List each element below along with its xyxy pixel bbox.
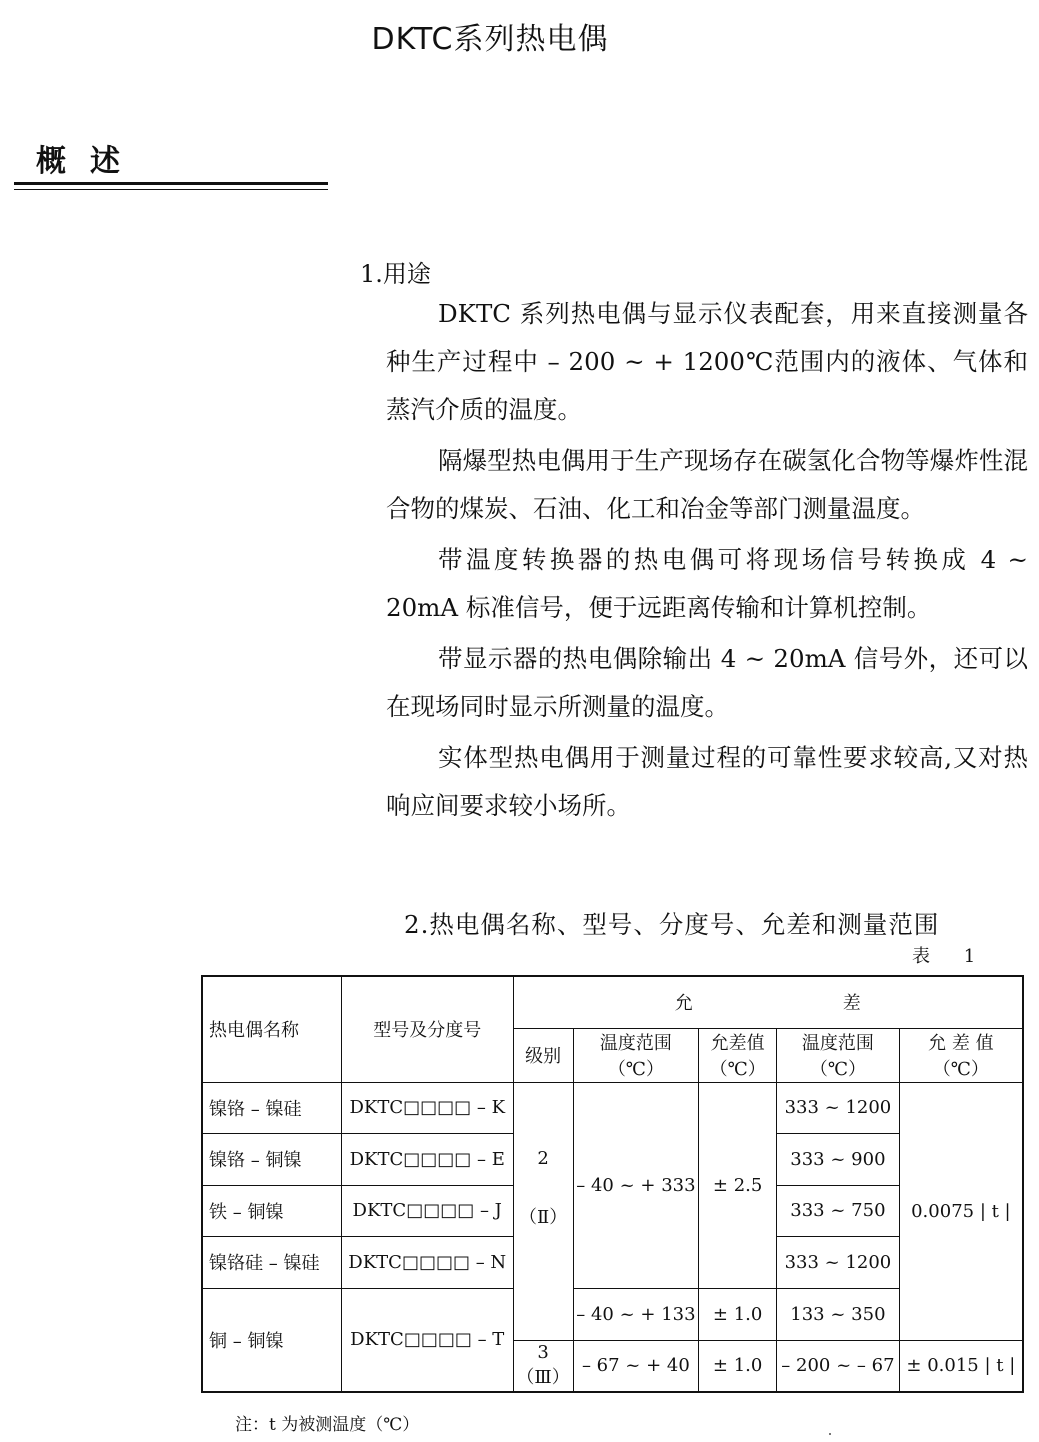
scan-speck bbox=[829, 1433, 831, 1435]
header-value2-unit: （℃） bbox=[932, 1059, 989, 1080]
header-value1 bbox=[699, 1028, 777, 1082]
paragraph-2: 隔爆型热电偶用于生产现场存在碳氢化合物等爆炸性混合物的煤炭、石油、化工和冶金等部门测量温度。 bbox=[386, 446, 1028, 523]
header-value2 bbox=[899, 1028, 1023, 1082]
header-grade: 级别 bbox=[513, 1028, 573, 1082]
paragraph-1: DKTC 系列热电偶与显示仪表配套，用来直接测量各种生产过程中 – 200 ~ + 1200℃范围内的液体、气体和蒸汽介质的温度。 bbox=[386, 299, 1028, 424]
header-range1-unit: （℃） bbox=[607, 1059, 664, 1080]
cell-value2-a: 0.0075 | t | bbox=[899, 1082, 1023, 1340]
cell-model: DKTC□□□□ – E bbox=[341, 1133, 513, 1185]
page-title: DKTC系列热电偶 bbox=[371, 22, 609, 57]
header-value2-label: 允 差 值 bbox=[928, 1033, 994, 1054]
cell-range2: 333 ~ 900 bbox=[777, 1133, 900, 1185]
cell-value1-c: ± 1.0 bbox=[699, 1340, 777, 1392]
cell-grade-3 bbox=[513, 1340, 573, 1392]
paragraph-3: 带温度转换器的热电偶可将现场信号转换成 4 ~ 20mA 标准信号，便于远距离传输和计算机控制。 bbox=[386, 545, 1028, 622]
table-note: 注：t 为被测温度（℃） bbox=[235, 1415, 420, 1435]
cell-range1-a: – 40 ~ + 333 bbox=[573, 1082, 699, 1288]
heading-usage: 1.用途 bbox=[360, 260, 431, 288]
cell-value1-b: ± 1.0 bbox=[699, 1288, 777, 1340]
cell-name: 铜 – 铜镍 bbox=[202, 1288, 341, 1392]
cell-range1-b: – 40 ~ + 133 bbox=[573, 1288, 699, 1340]
grade-2-roman: （Ⅱ） bbox=[518, 1206, 568, 1228]
grade-2-num: 2 bbox=[537, 1147, 549, 1169]
header-model: 型号及分度号 bbox=[341, 976, 513, 1082]
table-row bbox=[202, 1082, 1023, 1133]
header-value1-label: 允差值 bbox=[710, 1033, 765, 1054]
paragraph-4: 带显示器的热电偶除输出 4 ~ 20mA 信号外，还可以在现场同时显示所测量的温度。 bbox=[386, 644, 1028, 721]
cell-range2: 333 ~ 1200 bbox=[777, 1082, 900, 1133]
cell-name: 镍铬 – 铜镍 bbox=[202, 1133, 341, 1185]
section-heading: 概述 bbox=[36, 144, 144, 179]
header-tolerance-2: 差 bbox=[842, 993, 861, 1015]
header-tolerance-1: 允 bbox=[674, 993, 693, 1015]
table-caption: 表 1 bbox=[912, 946, 990, 967]
cell-model: DKTC□□□□ – T bbox=[341, 1288, 513, 1392]
header-value1-unit: （℃） bbox=[709, 1059, 766, 1080]
cell-value2-c: ± 0.015 | t | bbox=[899, 1340, 1023, 1392]
grade-3-roman: （Ⅲ） bbox=[516, 1367, 570, 1389]
header-range1-label: 温度范围 bbox=[599, 1033, 672, 1054]
header-tolerance bbox=[513, 976, 1023, 1028]
header-range1 bbox=[573, 1028, 699, 1082]
cell-range2: 133 ~ 350 bbox=[777, 1288, 900, 1340]
cell-range2: 333 ~ 750 bbox=[777, 1185, 900, 1236]
cell-model: DKTC□□□□ – J bbox=[341, 1185, 513, 1236]
usage-body bbox=[386, 290, 1028, 833]
cell-model: DKTC□□□□ – K bbox=[341, 1082, 513, 1133]
header-range2-label: 温度范围 bbox=[801, 1033, 874, 1054]
header-range2 bbox=[777, 1028, 900, 1082]
paragraph-5: 实体型热电偶用于测量过程的可靠性要求较高,又对热响应间要求较小场所。 bbox=[386, 743, 1028, 820]
thermocouple-table bbox=[201, 975, 1024, 1393]
section-rule-thick bbox=[14, 182, 328, 185]
header-name: 热电偶名称 bbox=[202, 976, 341, 1082]
cell-range2: 333 ~ 1200 bbox=[777, 1236, 900, 1288]
cell-name: 镍铬硅 – 镍硅 bbox=[202, 1236, 341, 1288]
cell-name: 镍铬 – 镍硅 bbox=[202, 1082, 341, 1133]
cell-range1-c: – 67 ~ + 40 bbox=[573, 1340, 699, 1392]
heading-table: 2.热电偶名称、型号、分度号、允差和测量范围 bbox=[404, 910, 940, 939]
cell-name: 铁 – 铜镍 bbox=[202, 1185, 341, 1236]
cell-model: DKTC□□□□ – N bbox=[341, 1236, 513, 1288]
cell-grade-2 bbox=[513, 1082, 573, 1340]
cell-range2-c: – 200 ~ – 67 bbox=[777, 1340, 900, 1392]
section-rule-thin bbox=[14, 189, 328, 190]
grade-3-num: 3 bbox=[537, 1342, 549, 1364]
cell-value1-a: ± 2.5 bbox=[699, 1082, 777, 1288]
header-range2-unit: （℃） bbox=[809, 1059, 866, 1080]
